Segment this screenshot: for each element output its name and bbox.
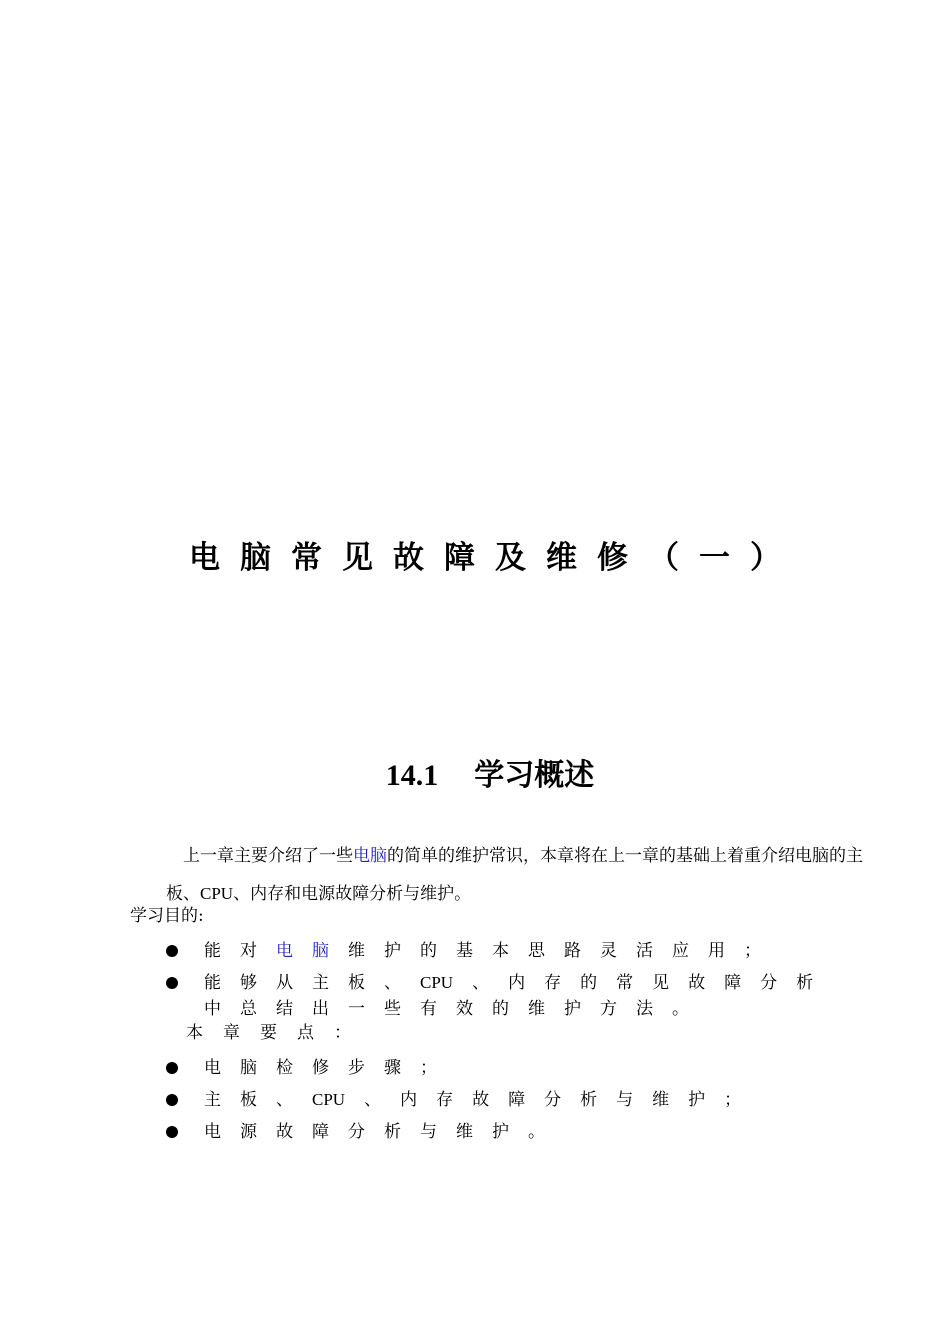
intro-text-2: 的简单的维护常识，本章将在上一章的基础上着重介绍电脑的主板、	[166, 846, 863, 904]
intro-cpu: CPU	[200, 884, 234, 903]
bullet-dot	[166, 977, 178, 989]
goal-2-cpu: CPU	[420, 973, 454, 992]
bullet-dot	[166, 1062, 178, 1074]
intro-link-computer[interactable]: 电脑	[353, 846, 387, 866]
goal-1-post: 维护的基本思路灵活应用；	[348, 941, 780, 961]
section-heading	[0, 756, 950, 796]
key-point-2-post: 、内存故障分析与维护；	[364, 1090, 761, 1110]
bullet-dot	[166, 945, 178, 957]
key-points-label: 本章要点：	[186, 1023, 371, 1043]
intro-text-1: 上一章主要介绍了一些	[183, 846, 353, 866]
intro-text-3: 、内存和电源故障分析与维护。	[233, 884, 472, 904]
goal-1-link-computer[interactable]: 电脑	[276, 941, 348, 961]
goal-item-2-line-1	[204, 971, 844, 995]
goal-item-2-line-2: 中总结出一些有效的维护方法。	[204, 999, 708, 1019]
section-title: 学习概述	[474, 758, 595, 793]
goal-1-pre: 能对	[204, 941, 276, 961]
key-point-2-cpu: CPU	[312, 1090, 346, 1109]
intro-paragraph	[166, 838, 866, 913]
key-point-3-text: 电源故障分析与维护。	[204, 1122, 564, 1142]
key-point-1-text: 电脑检修步骤；	[204, 1058, 456, 1078]
chapter-title: 电脑常见故障及维修（一）	[189, 540, 801, 576]
section-number: 14.1	[385, 759, 439, 792]
key-point-2-text	[204, 1088, 844, 1112]
goals-label: 学习目的:	[130, 906, 204, 926]
goal-2-pre: 能够从主板、	[204, 973, 420, 993]
goal-2-post: 、内存的常见故障分析	[472, 973, 833, 993]
bullet-dot	[166, 1126, 178, 1138]
goal-item-1-text	[204, 939, 844, 963]
bullet-dot	[166, 1094, 178, 1106]
key-point-2-pre: 主板、	[204, 1090, 312, 1110]
